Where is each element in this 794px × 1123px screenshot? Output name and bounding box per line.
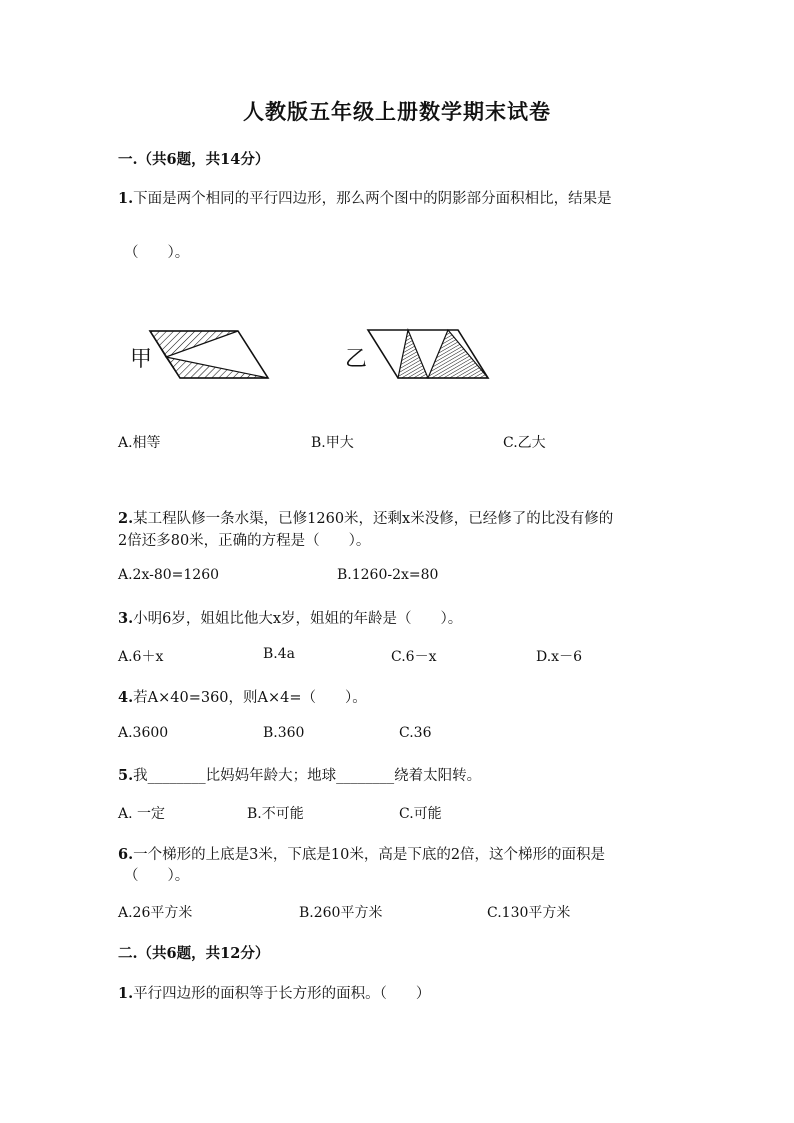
q1-option-b[interactable]: B.甲大 (311, 435, 354, 451)
q5-option-b[interactable]: B.不可能 (247, 806, 304, 822)
q6-option-b[interactable]: B.260平方米 (299, 905, 383, 921)
question-2-line-1: 2.某工程队修一条水渠，已修1260米，还剩x米没修，已经修了的比没有修的 (118, 510, 614, 527)
q3-option-d[interactable]: D.x－6 (536, 649, 582, 665)
q3-option-b[interactable]: B.4a (263, 646, 295, 662)
parallelogram-figure-jia (140, 322, 280, 386)
q4-option-a[interactable]: A.3600 (118, 725, 169, 741)
q2-option-a[interactable]: A.2x-80=1260 (118, 567, 220, 583)
question-4: 4.若A×40=360，则A×4=（ ）。 (118, 689, 367, 706)
q3-option-a[interactable]: A.6＋x (118, 649, 164, 665)
q4-option-b[interactable]: B.360 (263, 725, 305, 741)
q4-option-c[interactable]: C.36 (399, 725, 432, 741)
figure-label-jia: 甲 (130, 347, 153, 372)
question-1-line-2: （ ）。 (124, 245, 190, 261)
section-2-question-1: 1.平行四边形的面积等于长方形的面积。（ ） (118, 985, 431, 1002)
question-1-line-1: 1.下面是两个相同的平行四边形，那么两个图中的阴影部分面积相比，结果是 (118, 190, 612, 207)
question-5: 5.我________比妈妈年龄大；地球________绕着太阳转。 (118, 767, 482, 784)
page-title: 人教版五年级上册数学期末试卷 (243, 99, 551, 124)
q2-option-b[interactable]: B.1260-2x=80 (337, 567, 439, 583)
q5-option-c[interactable]: C.可能 (399, 806, 442, 822)
q5-option-a[interactable]: A. 一定 (118, 806, 166, 822)
question-3: 3.小明6岁，姐姐比他大x岁，姐姐的年龄是（ ）。 (118, 610, 463, 627)
section-heading-1: 一.（共6题，共14分） (118, 151, 270, 168)
question-6-line-2: （ ）。 (124, 868, 190, 884)
parallelogram-figure-yi (360, 322, 500, 386)
q3-option-c[interactable]: C.6－x (391, 649, 437, 665)
question-6-line-1: 6.一个梯形的上底是3米，下底是10米，高是下底的2倍，这个梯形的面积是 (118, 846, 606, 863)
section-heading-2: 二.（共6题，共12分） (118, 945, 270, 962)
q6-option-a[interactable]: A.26平方米 (118, 905, 193, 921)
q1-option-a[interactable]: A.相等 (118, 435, 161, 451)
q1-option-c[interactable]: C.乙大 (503, 435, 546, 451)
question-2-line-2: 2倍还多80米，正确的方程是（ ）。 (118, 533, 371, 549)
q6-option-c[interactable]: C.130平方米 (487, 905, 571, 921)
figure-label-yi: 乙 (345, 347, 368, 372)
